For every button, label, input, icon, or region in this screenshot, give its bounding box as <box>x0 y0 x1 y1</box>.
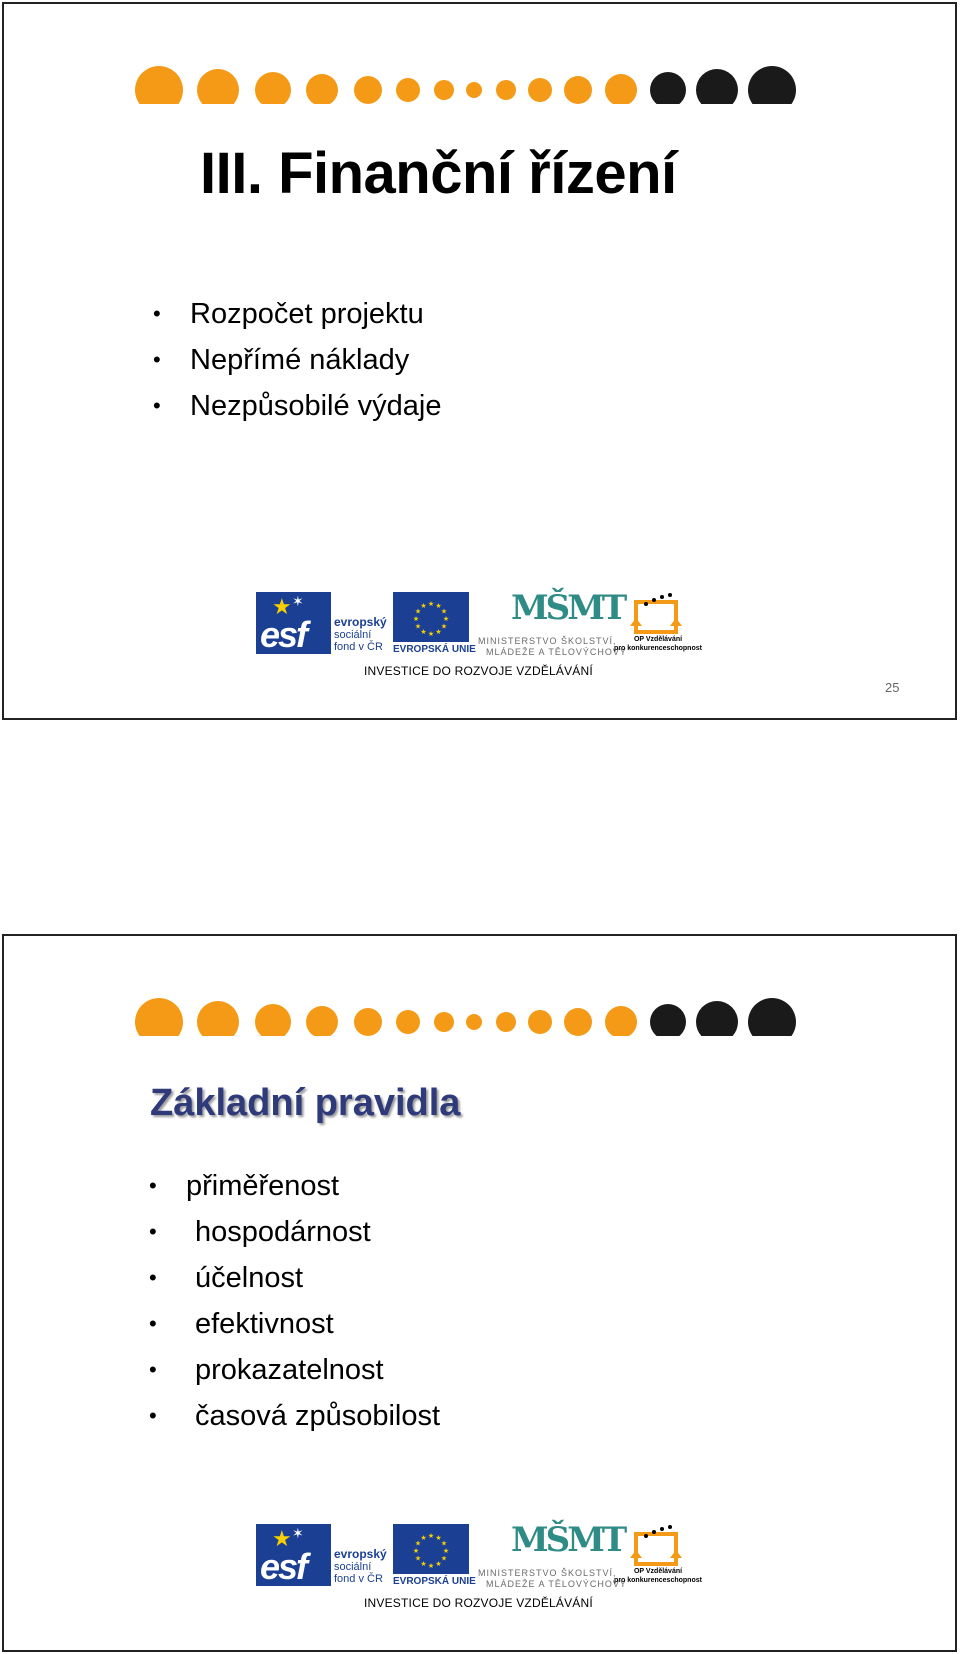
star-icon: ★ <box>414 1540 422 1548</box>
list-item: • Rozpočet projektu <box>190 291 441 337</box>
orange-dot <box>466 1014 482 1030</box>
eu-flag <box>393 592 469 642</box>
star-icon: ★ <box>435 1535 442 1543</box>
list-item: • efektivnost <box>186 1301 440 1347</box>
list-item: • hospodárnost <box>186 1209 440 1255</box>
star-icon: ★ <box>435 603 442 611</box>
list-item: • Nezpůsobilé výdaje <box>190 383 441 429</box>
orange-dot <box>354 1008 382 1036</box>
msmt-caption: MINISTERSTVO ŠKOLSTVÍ, MLÁDEŽE A TĚLOVÝCHOVY <box>478 636 627 657</box>
star-icon: ★ <box>435 628 442 636</box>
eu-caption: EVROPSKÁ UNIE <box>393 644 476 655</box>
star-icon: ★ <box>414 623 422 631</box>
star-icon: ★ <box>427 1533 435 1540</box>
orange-dot <box>466 82 482 98</box>
eu-flag <box>393 1524 469 1574</box>
decorative-dots-row <box>4 936 959 1036</box>
orange-dot <box>197 1001 239 1036</box>
star-icon: ★ <box>420 603 427 611</box>
list-item: • časová způsobilost <box>186 1393 440 1439</box>
star-icon: ★ <box>412 1548 420 1555</box>
eu-caption: EVROPSKÁ UNIE <box>393 1576 476 1587</box>
bullet-icon: • <box>153 393 161 418</box>
star-icon: ★ <box>420 1535 427 1543</box>
op-caption: OP Vzdělávání pro konkurenceschopnost <box>614 636 702 652</box>
orange-dot <box>605 1006 637 1036</box>
black-dot <box>696 1001 738 1036</box>
slide-2-title: Základní pravidla <box>150 1082 461 1124</box>
orange-dot <box>434 80 454 100</box>
list-item: • prokazatelnost <box>186 1347 440 1393</box>
esf-caption: evropský sociální fond v ČR <box>334 615 387 653</box>
star-icon: ★ <box>440 1540 448 1548</box>
orange-dot <box>135 998 183 1036</box>
star-icon: ★ <box>427 631 435 638</box>
slogan: INVESTICE DO ROZVOJE VZDĚLÁVÁNÍ <box>364 664 593 678</box>
logo-strip <box>256 588 706 692</box>
orange-dot <box>496 80 516 100</box>
slide-2-bullet-list <box>149 1163 441 1439</box>
black-dot <box>748 998 796 1036</box>
bullet-icon: • <box>149 1403 157 1428</box>
orange-dot <box>255 72 291 104</box>
orange-dot <box>434 1012 454 1032</box>
star-icon: ★ <box>440 623 448 631</box>
slogan: INVESTICE DO ROZVOJE VZDĚLÁVÁNÍ <box>364 1596 593 1610</box>
orange-dot <box>135 66 183 104</box>
black-dot <box>748 66 796 104</box>
bullet-icon: • <box>149 1219 157 1244</box>
star-icon: ★ <box>442 1548 450 1555</box>
orange-dot <box>496 1012 516 1032</box>
bullet-icon: • <box>149 1173 157 1198</box>
esf-logo: ★ ✶ esf <box>256 592 331 654</box>
orange-dot <box>306 1006 338 1036</box>
orange-dot <box>564 76 592 104</box>
star-icon: ★ <box>442 616 450 623</box>
msmt-logo: MŠMT <box>511 588 625 628</box>
msmt-caption: MINISTERSTVO ŠKOLSTVÍ, MLÁDEŽE A TĚLOVÝCHOVY <box>478 1568 627 1589</box>
esf-logo: ★ ✶ esf <box>256 1524 331 1586</box>
star-icon: ★ <box>412 616 420 623</box>
logo-strip <box>256 1520 706 1624</box>
orange-dot <box>564 1008 592 1036</box>
star-icon: ★ <box>414 608 422 616</box>
star-icon: ★ <box>440 608 448 616</box>
orange-dot <box>354 76 382 104</box>
star-icon: ★ <box>420 1560 427 1568</box>
star-icon: ★ <box>272 594 292 619</box>
msmt-logo: MŠMT <box>511 1520 625 1560</box>
black-dot <box>650 72 686 104</box>
eu-stars-icon <box>393 1524 469 1574</box>
eu-stars-icon <box>393 592 469 642</box>
page-number: 25 <box>885 680 900 695</box>
orange-dot <box>396 78 420 102</box>
star-icon: ✶ <box>292 593 304 609</box>
list-item: • Nepřímé náklady <box>190 337 441 383</box>
star-icon: ★ <box>427 1563 435 1570</box>
black-dot <box>696 69 738 104</box>
op-caption: OP Vzdělávání pro konkurenceschopnost <box>614 1568 702 1584</box>
decorative-dots-row <box>4 4 959 104</box>
star-icon: ★ <box>272 1526 292 1551</box>
star-icon: ★ <box>440 1555 448 1563</box>
orange-dot <box>255 1004 291 1036</box>
star-icon: ★ <box>427 601 435 608</box>
star-icon: ★ <box>435 1560 442 1568</box>
orange-dot <box>605 74 637 104</box>
star-icon: ★ <box>420 628 427 636</box>
bullet-icon: • <box>153 347 161 372</box>
black-dot <box>650 1004 686 1036</box>
orange-dot <box>306 74 338 104</box>
list-item: • účelnost <box>186 1255 440 1301</box>
orange-dot <box>528 78 552 102</box>
list-item: • přiměřenost <box>186 1163 440 1209</box>
bullet-icon: • <box>153 301 161 326</box>
slide-1-bullet-list <box>153 291 442 429</box>
slide-1-title: III. Finanční řízení <box>200 141 677 206</box>
bullet-icon: • <box>149 1265 157 1290</box>
esf-caption: evropský sociální fond v ČR <box>334 1547 387 1585</box>
orange-dot <box>197 69 239 104</box>
orange-dot <box>528 1010 552 1034</box>
bullet-icon: • <box>149 1357 157 1382</box>
star-icon: ✶ <box>292 1525 304 1541</box>
orange-dot <box>396 1010 420 1034</box>
star-icon: ★ <box>414 1555 422 1563</box>
bullet-icon: • <box>149 1311 157 1336</box>
